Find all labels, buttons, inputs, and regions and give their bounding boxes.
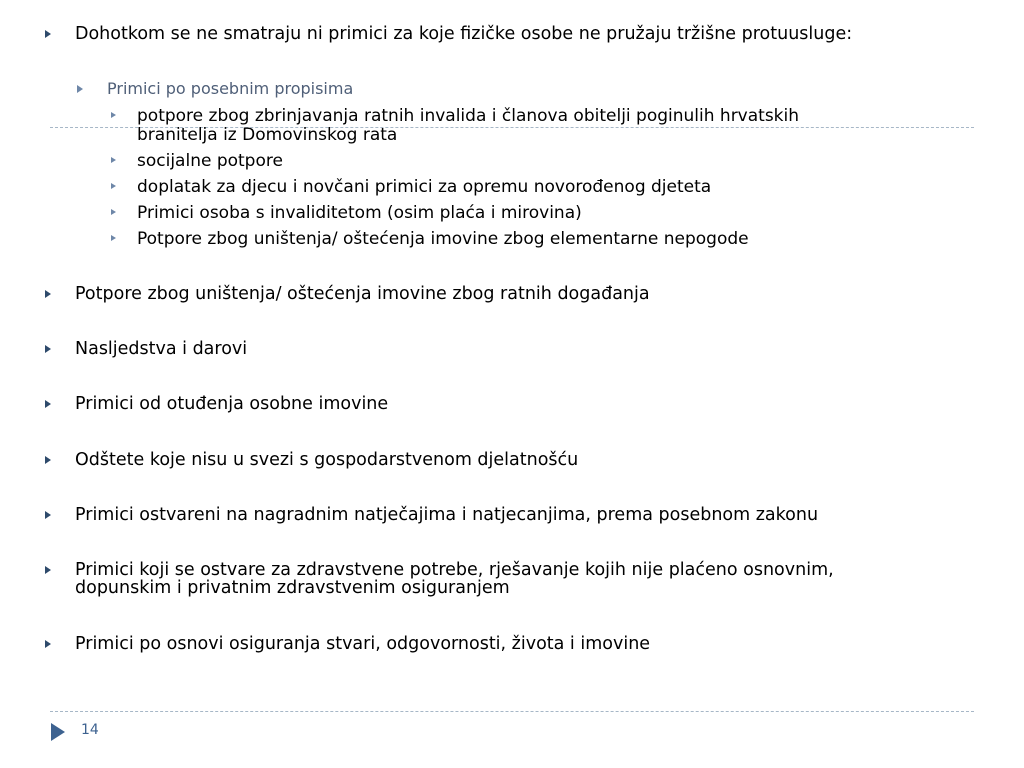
sub-item-1-line-2: branitelja iz Domovinskog rata <box>137 125 398 145</box>
sub-item-2: socijalne potpore <box>137 151 283 171</box>
sub-item-3: doplatak za djecu i novčani primici za opremu novorođenog djeteta <box>137 177 712 197</box>
item-6-line-2: dopunskim i privatnim zdravstvenim osiguranjem <box>75 578 510 598</box>
page-number: 14 <box>81 722 99 738</box>
intro-text: Dohotkom se ne smatraju ni primici za koje fizičke osobe ne pružaju tržišne protuusluge: <box>75 24 853 44</box>
bullet-icon <box>45 640 51 648</box>
sub-item-5: Potpore zbog uništenja/ oštećenja imovine zbog elementarne nepogode <box>137 229 749 249</box>
bullet-icon <box>111 235 116 241</box>
bullet-icon <box>45 456 51 464</box>
item-3: Primici od otuđenja osobne imovine <box>75 394 389 414</box>
bullet-icon <box>45 400 51 408</box>
sub-item-4: Primici osoba s invaliditetom (osim plaća i mirovina) <box>137 203 582 223</box>
bottom-divider <box>50 711 974 712</box>
bullet-icon <box>45 30 51 38</box>
bullet-icon <box>111 209 116 215</box>
item-1: Potpore zbog uništenja/ oštećenja imovine zbog ratnih događanja <box>75 284 650 304</box>
bullet-icon <box>111 157 116 163</box>
bullet-icon <box>45 566 51 574</box>
bullet-icon <box>77 85 83 93</box>
item-4: Odštete koje nisu u svezi s gospodarstvenom djelatnošću <box>75 450 579 470</box>
bullet-icon <box>111 112 116 118</box>
item-6-line-1: Primici koji se ostvare za zdravstvene potrebe, rješavanje kojih nije plaćeno osnovnim, <box>75 560 834 580</box>
sub-heading: Primici po posebnim propisima <box>107 79 354 98</box>
item-2: Nasljedstva i darovi <box>75 339 248 359</box>
item-5: Primici ostvareni na nagradnim natječajima i natjecanjima, prema posebnom zakonu <box>75 505 819 525</box>
bullet-icon <box>45 511 51 519</box>
bullet-icon <box>111 183 116 189</box>
bullet-icon <box>45 345 51 353</box>
sub-item-1-line-1: potpore zbog zbrinjavanja ratnih invalida i članova obitelji poginulih hrvatskih <box>137 106 800 126</box>
bullet-icon <box>45 290 51 298</box>
item-7: Primici po osnovi osiguranja stvari, odgovornosti, života i imovine <box>75 634 651 654</box>
footer-arrow-icon <box>51 723 65 741</box>
